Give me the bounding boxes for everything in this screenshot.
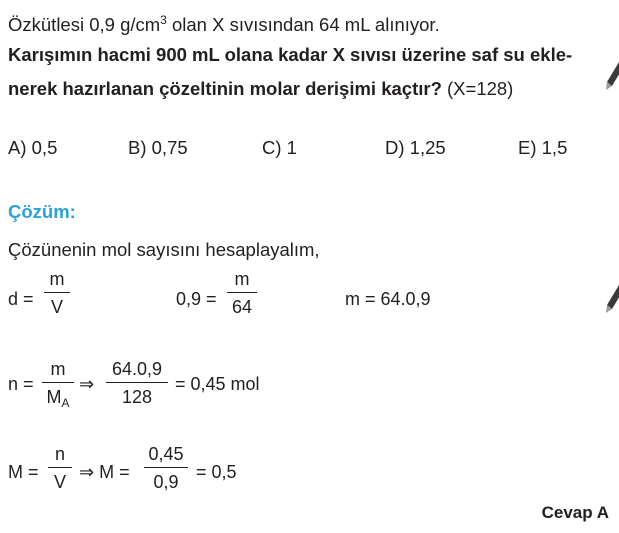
- pen-icon: [603, 283, 619, 315]
- question-line-1-suffix: olan X sıvısından 64 mL alınıyor.: [166, 14, 440, 36]
- choice-d: D) 1,25: [385, 137, 446, 158]
- question-line-3-bold: nerek hazırlanan çözeltinin molar derişimi kaçtır?: [8, 78, 442, 99]
- eq5-numerator-2: 0,45: [148, 444, 184, 464]
- eq5-fraction-bar-1: [48, 467, 72, 468]
- solution-title: Çözüm:: [8, 201, 76, 222]
- eq4-molar-mass-subscript: A: [61, 396, 70, 411]
- choice-b: B) 0,75: [128, 137, 188, 158]
- eq5-result: = 0,5: [196, 462, 237, 482]
- question-line-3-normal: (X=128): [441, 78, 514, 99]
- eq3: m = 64.0,9: [345, 289, 431, 309]
- eq1-numerator: m: [49, 269, 65, 289]
- choice-c: C) 1: [262, 137, 297, 158]
- eq2-fraction: [227, 269, 257, 317]
- eq5-denominator-1: V: [53, 472, 66, 493]
- eq5-mid: ⇒ M =: [79, 462, 130, 482]
- eq1-fraction: [44, 269, 70, 317]
- eq5-fraction-2: [144, 444, 188, 492]
- eq2-fraction-bar: [227, 292, 257, 293]
- eq4-fraction-bar-2: [106, 382, 168, 383]
- eq4-denominator-2: 128: [121, 387, 153, 408]
- eq2-denominator: 64: [231, 297, 253, 318]
- eq5-numerator-1: n: [54, 444, 65, 464]
- eq4-arrow: ⇒: [79, 374, 95, 394]
- eq4-fraction-1: [42, 359, 74, 413]
- eq4-result: = 0,45 mol: [175, 374, 260, 394]
- eq5-lhs: M =: [8, 462, 39, 482]
- eq5-fraction-bar-2: [144, 467, 188, 468]
- choice-e: E) 1,5: [518, 137, 568, 158]
- eq5-denominator-2: 0,9: [153, 472, 179, 493]
- pen-icon: [603, 60, 619, 92]
- question-line-3: [8, 78, 513, 100]
- eq4-molar-mass-symbol: M: [46, 387, 62, 408]
- eq4-fraction-2: [106, 359, 168, 407]
- eq1-denominator: V: [50, 297, 63, 318]
- answer-label: Cevap A: [541, 503, 609, 522]
- eq5-fraction-1: [48, 444, 72, 492]
- eq1-lhs: d =: [8, 289, 34, 309]
- eq4-numerator-1: m: [50, 359, 66, 379]
- eq1-fraction-bar: [44, 292, 70, 293]
- eq4-lhs: n =: [8, 374, 34, 394]
- question-line-1-superscript: 3: [160, 13, 167, 27]
- eq4-numerator-2: 64.0,9: [111, 359, 163, 379]
- choice-a: A) 0,5: [8, 137, 58, 158]
- eq4-denominator-1: [42, 387, 74, 413]
- question-line-2: Karışımın hacmi 900 mL olana kadar X sıvısı üzerine saf su ekle-: [8, 44, 573, 65]
- eq4-fraction-bar-1: [42, 382, 74, 383]
- eq2-lhs: 0,9 =: [176, 289, 217, 309]
- eq2-numerator: m: [234, 269, 250, 289]
- question-line-1: [8, 9, 440, 36]
- solution-intro: Çözünenin mol sayısını hesaplayalım,: [8, 239, 320, 260]
- question-line-1-prefix: Özkütlesi 0,9 g/cm: [8, 14, 161, 36]
